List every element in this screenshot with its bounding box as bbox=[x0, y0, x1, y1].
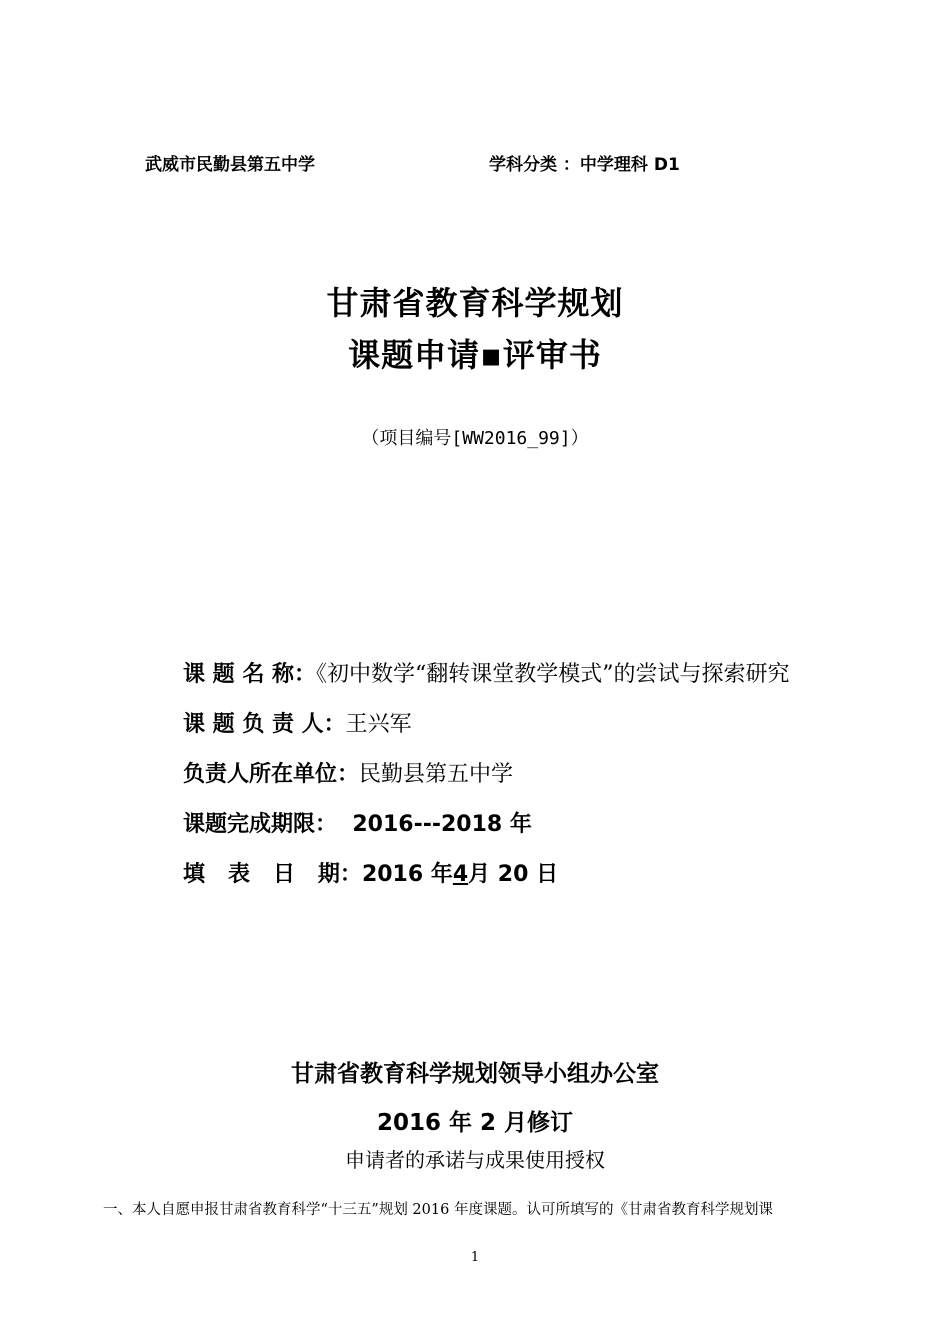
field-date-year: 2016 年 bbox=[361, 862, 453, 887]
document-title-line1: 甘肃省教育科学规划 bbox=[326, 284, 624, 322]
commitment-paragraph: 一、本人自愿申报甘肃省教育科学“十三五”规划 2016 年度课题。认可所填写的《甘肃省教育科学规划课 bbox=[103, 1202, 773, 1218]
field-unit-label: 负责人所在单位： bbox=[183, 762, 360, 787]
field-date-rest: 月 20 日 bbox=[468, 862, 559, 887]
field-unit bbox=[183, 757, 513, 788]
header-school: 武威市民勤县第五中学 bbox=[145, 155, 315, 175]
project-number: （项目编号[WW2016_99]） bbox=[361, 428, 589, 449]
footer-revised: 2016 年 2 月修订 bbox=[376, 1110, 574, 1136]
field-topic bbox=[183, 657, 789, 688]
field-date bbox=[183, 857, 558, 888]
field-date-label: 填 表 日 期： bbox=[183, 862, 362, 887]
field-leader-label: 课 题 负 责 人： bbox=[183, 712, 346, 737]
field-period-label: 课题完成期限： bbox=[183, 812, 338, 837]
commitment-title: 申请者的承诺与成果使用授权 bbox=[345, 1148, 605, 1172]
footer-office: 甘肃省教育科学规划领导小组办公室 bbox=[291, 1061, 659, 1087]
field-topic-value: 《初中数学“翻转课堂教学模式”的尝试与探索研究 bbox=[315, 662, 790, 687]
page-number: 1 bbox=[470, 1250, 480, 1265]
header-subject: 学科分类 ：中学理科 D1 bbox=[489, 155, 680, 175]
field-leader bbox=[183, 707, 412, 738]
document-title-line2: 课题申请▪评审书 bbox=[348, 336, 602, 374]
field-period bbox=[183, 807, 532, 838]
field-topic-label: 课 题 名 称： bbox=[183, 662, 316, 687]
field-leader-value: 王兴军 bbox=[345, 712, 412, 737]
field-date-month: 4 bbox=[452, 862, 469, 887]
field-period-value: 2016---2018 年 bbox=[337, 812, 532, 837]
field-unit-value: 民勤县第五中学 bbox=[359, 762, 514, 787]
